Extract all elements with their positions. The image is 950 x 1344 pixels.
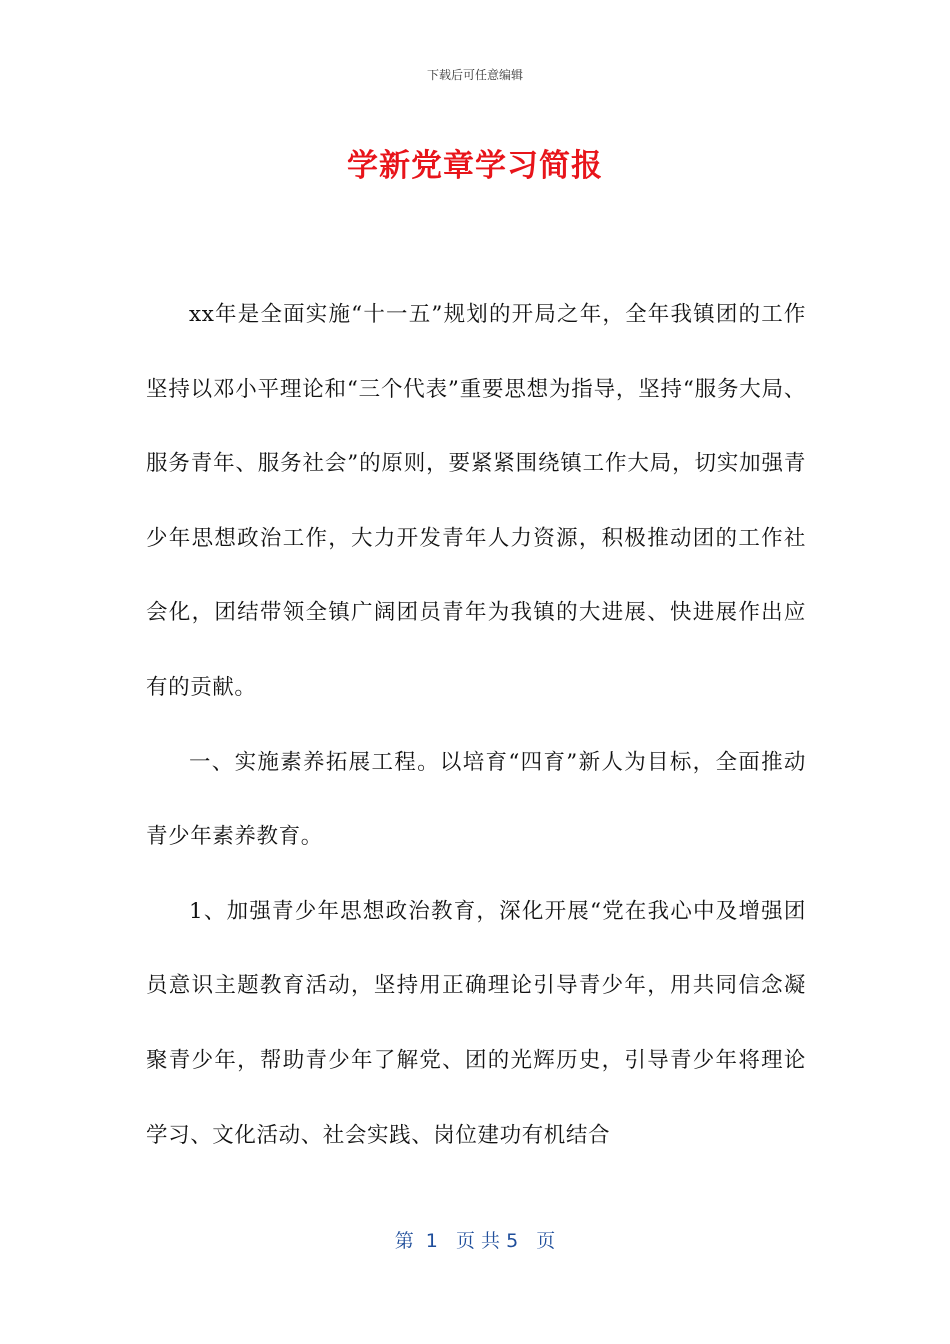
page-footer: 第 1 页 共 5 页 [394, 1230, 556, 1252]
paragraph-item-one: 1、加强青少年思想政治教育，深化开展“党在我心中及增强团员意识主题教育活动，坚持用正确理论引导青少年，用共同信念凝聚青少年，帮助青少年了解党、团的光辉历史，引导青少年将理论学习、文化活动、社会实践、岗位建功有机结合 [146, 898, 806, 1148]
header-note: 下载后可任意编辑 [426, 68, 523, 82]
paragraph-section-one: 一、实施素养拓展工程。以培育“四育”新人为目标，全面推动青少年素养教育。 [146, 749, 806, 850]
document-title: 学新党章学习简报 [347, 148, 603, 184]
document-body [146, 278, 806, 1173]
paragraph-intro: xx年是全面实施“十一五”规划的开局之年，全年我镇团的工作坚持以邓小平理论和“三个代表”重要思想为指导，坚持“服务大局、服务青年、服务社会”的原则，要紧紧围绕镇工作大局，切实加强青少年思想政治工作，大力开发青年人力资源，积极推动团的工作社会化，团结带领全镇广阔团员青年为我镇的大进展、快进展作出应有的贡献。 [146, 302, 806, 700]
